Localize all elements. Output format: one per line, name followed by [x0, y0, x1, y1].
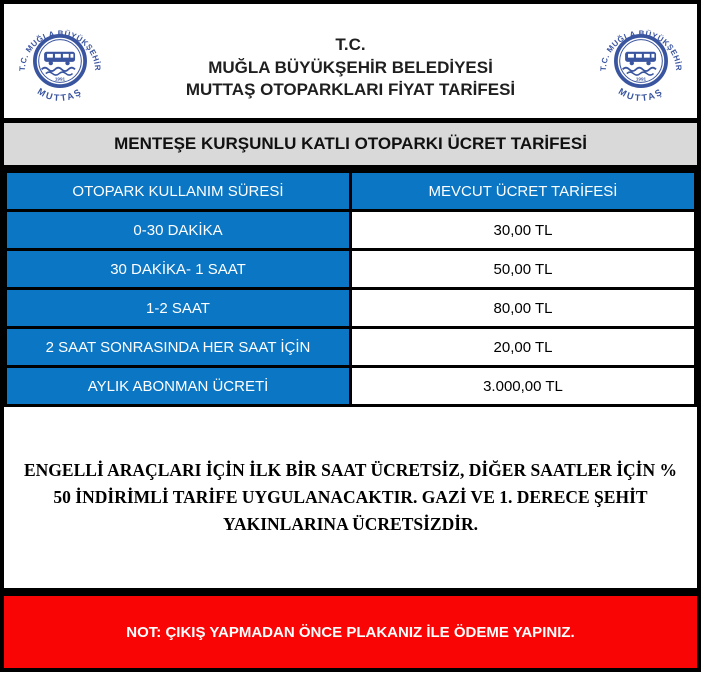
logo-year: 1991 [635, 76, 647, 82]
table-row [6, 328, 696, 367]
waves-icon [623, 68, 656, 75]
document-header [4, 4, 697, 118]
logo-name-text: MUTTAŞ [35, 86, 85, 104]
waves-icon [42, 68, 75, 75]
fee-cell: 80,00 TL [351, 289, 696, 328]
title-municipality: MUĞLA BÜYÜKŞEHİR BELEDİYESİ [208, 57, 493, 77]
duration-cell: 0-30 DAKİKA [6, 211, 351, 250]
fee-cell: 50,00 TL [351, 250, 696, 289]
duration-cell: 2 SAAT SONRASINDA HER SAAT İÇİN [6, 328, 351, 367]
disclaimer-text: ENGELLİ ARAÇLARI İÇİN İLK BİR SAAT ÜCRETSİZ, DİĞER SAATLER İÇİN % 50 İNDİRİMLİ TARİFE UYGULANACAKTIR. GAZİ VE 1. DERECE ŞEHİT YAKINLARINA ÜCRETSİZDİR. [23, 459, 677, 535]
logo-arc-text: T.C. MUĞLA BÜYÜKŞEHİR [598, 28, 684, 72]
table-row [6, 250, 696, 289]
fee-cell: 3.000,00 TL [351, 367, 696, 406]
column-header-fee: MEVCUT ÜCRET TARİFESİ [351, 172, 696, 211]
duration-cell: 30 DAKİKA- 1 SAAT [6, 250, 351, 289]
payment-warning-text: NOT: ÇIKIŞ YAPMADAN ÖNCE PLAKANIZ İLE ÖDEME YAPINIZ. [126, 623, 575, 641]
logo-year: 1991 [54, 76, 66, 82]
muttas-logo-left [14, 11, 106, 111]
table-header-row [6, 172, 696, 211]
document-title-block [106, 20, 595, 102]
muttas-logo-right [595, 11, 687, 111]
duration-cell: AYLIK ABONMAN ÜCRETİ [6, 367, 351, 406]
logo-arc-text: T.C. MUĞLA BÜYÜKŞEHİR [17, 28, 103, 72]
table-row [6, 289, 696, 328]
disclaimer-box [4, 407, 697, 588]
fee-cell: 20,00 TL [351, 328, 696, 367]
title-tariff: MUTTAŞ OTOPARKLARI FİYAT TARİFESİ [185, 80, 516, 100]
bus-icon [44, 52, 75, 65]
table-row [6, 367, 696, 406]
title-tc: T.C. [335, 35, 366, 55]
duration-cell: 1-2 SAAT [6, 289, 351, 328]
logo-name-text: MUTTAŞ [616, 86, 666, 104]
bus-icon [625, 52, 656, 65]
section-title-bar [4, 118, 697, 170]
column-header-duration: OTOPARK KULLANIM SÜRESİ [6, 172, 351, 211]
section-title: MENTEŞE KURŞUNLU KATLI OTOPARKI ÜCRET TARİFESİ [114, 134, 587, 153]
table-row [6, 211, 696, 250]
fee-cell: 30,00 TL [351, 211, 696, 250]
tariff-table [4, 170, 697, 407]
payment-warning-banner [4, 588, 697, 668]
